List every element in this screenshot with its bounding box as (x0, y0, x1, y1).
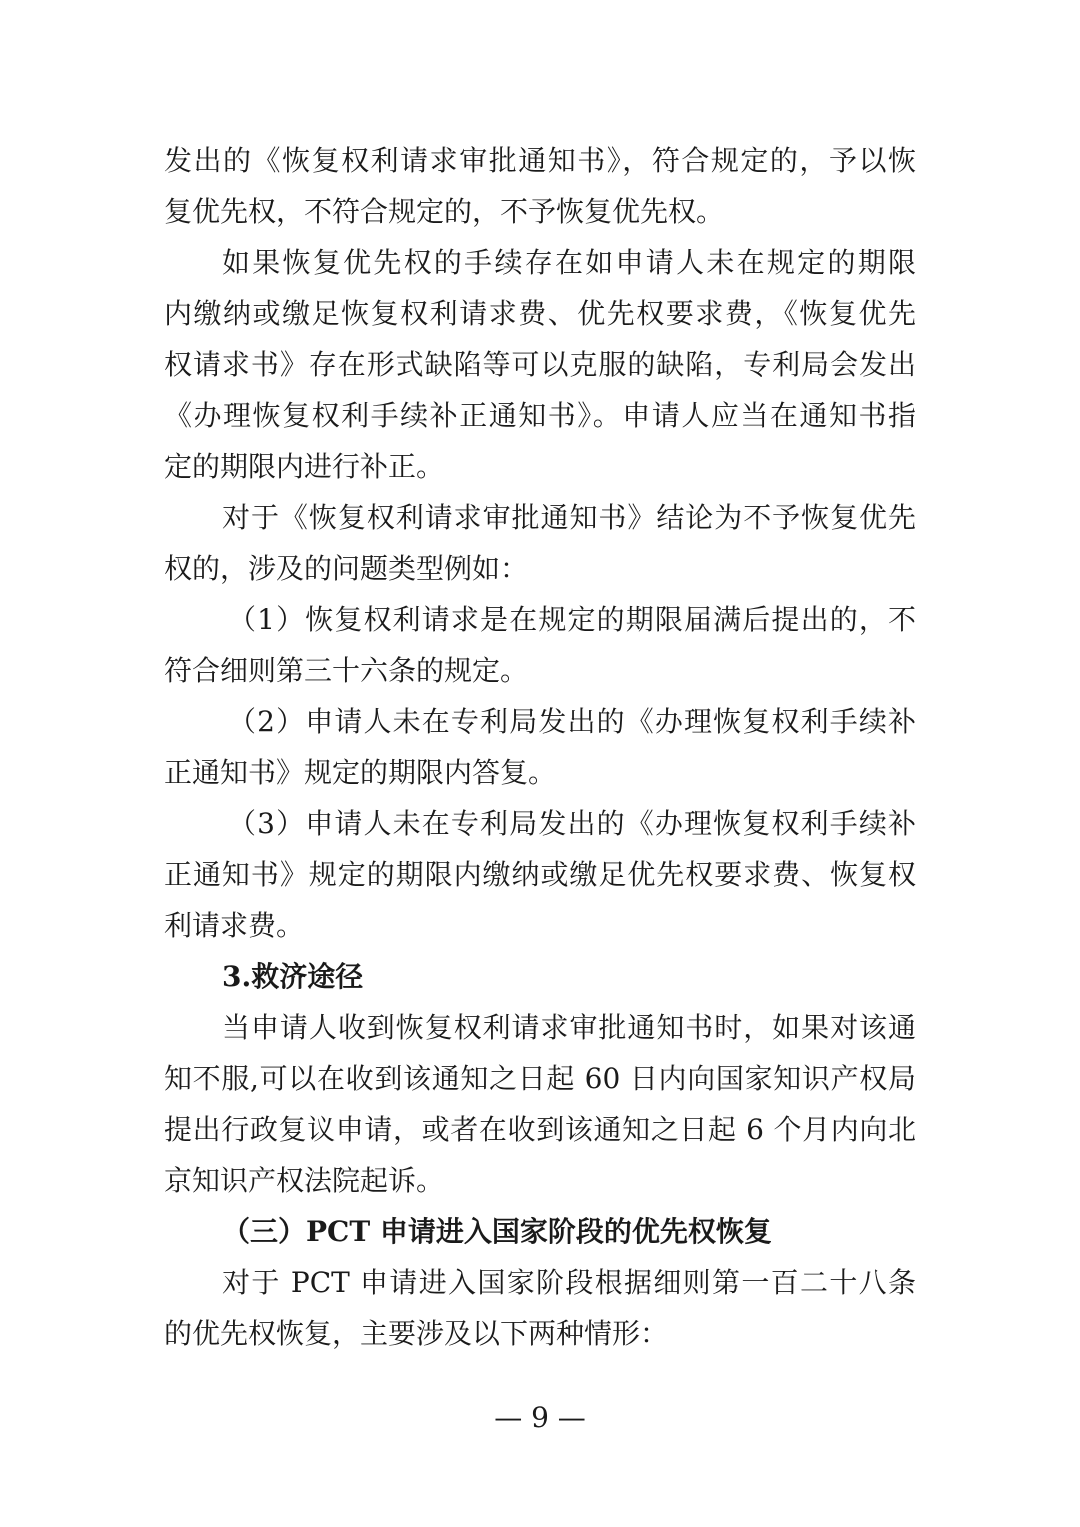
text-line: 发出的《恢复权利请求审批通知书》，符合规定的，予以恢 (164, 144, 916, 177)
text-line: 权请求书》存在形式缺陷等可以克服的缺陷，专利局会发出 (164, 348, 916, 381)
page-number: — 9 — (494, 1401, 586, 1434)
text-line: 对于 PCT 申请进入国家阶段根据细则第一百二十八条 (222, 1266, 916, 1299)
text-line: 复优先权，不符合规定的，不予恢复优先权。 (164, 195, 725, 228)
text-line: 的优先权恢复，主要涉及以下两种情形： (164, 1317, 669, 1350)
paragraph-pct (164, 1257, 916, 1359)
text-line: 如果恢复优先权的手续存在如申请人未在规定的期限 (222, 246, 916, 279)
text-line: 正通知书》规定的期限内答复。 (164, 756, 557, 789)
text-line: 定的期限内进行补正。 (164, 450, 445, 483)
text-line: （3）申请人未在专利局发出的《办理恢复权利手续补 (228, 807, 916, 840)
list-item-1 (164, 594, 916, 696)
section-heading-remedy: 3.救济途径 (222, 960, 364, 993)
text-line: 对于《恢复权利请求审批通知书》结论为不予恢复优先 (222, 501, 916, 534)
text-line: 《办理恢复权利手续补正通知书》。申请人应当在通知书指 (164, 399, 916, 432)
text-line: 当申请人收到恢复权利请求审批通知书时，如果对该通 (222, 1011, 916, 1044)
text-line: （1）恢复权利请求是在规定的期限届满后提出的，不 (228, 603, 916, 636)
list-item-2 (164, 696, 916, 798)
paragraph-3 (164, 492, 916, 594)
paragraph-remedy (164, 1002, 916, 1206)
list-item-3 (164, 798, 916, 951)
document-body (164, 135, 916, 1359)
text-line: 权的，涉及的问题类型例如： (164, 552, 529, 585)
paragraph-1 (164, 135, 916, 237)
text-line: 正通知书》规定的期限内缴纳或缴足优先权要求费、恢复权 (164, 858, 916, 891)
text-line: （2）申请人未在专利局发出的《办理恢复权利手续补 (228, 705, 916, 738)
text-line: 利请求费。 (164, 909, 305, 942)
text-line: 内缴纳或缴足恢复权利请求费、优先权要求费，《恢复优先 (164, 297, 916, 330)
text-line: 京知识产权法院起诉。 (164, 1164, 445, 1197)
text-line: 知不服,可以在收到该通知之日起 60 日内向国家知识产权局 (164, 1062, 916, 1095)
paragraph-2 (164, 237, 916, 492)
section-heading-pct: （三）PCT 申请进入国家阶段的优先权恢复 (222, 1215, 772, 1248)
text-line: 提出行政复议申请，或者在收到该通知之日起 6 个月内向北 (164, 1113, 916, 1146)
text-line: 符合细则第三十六条的规定。 (164, 654, 529, 687)
